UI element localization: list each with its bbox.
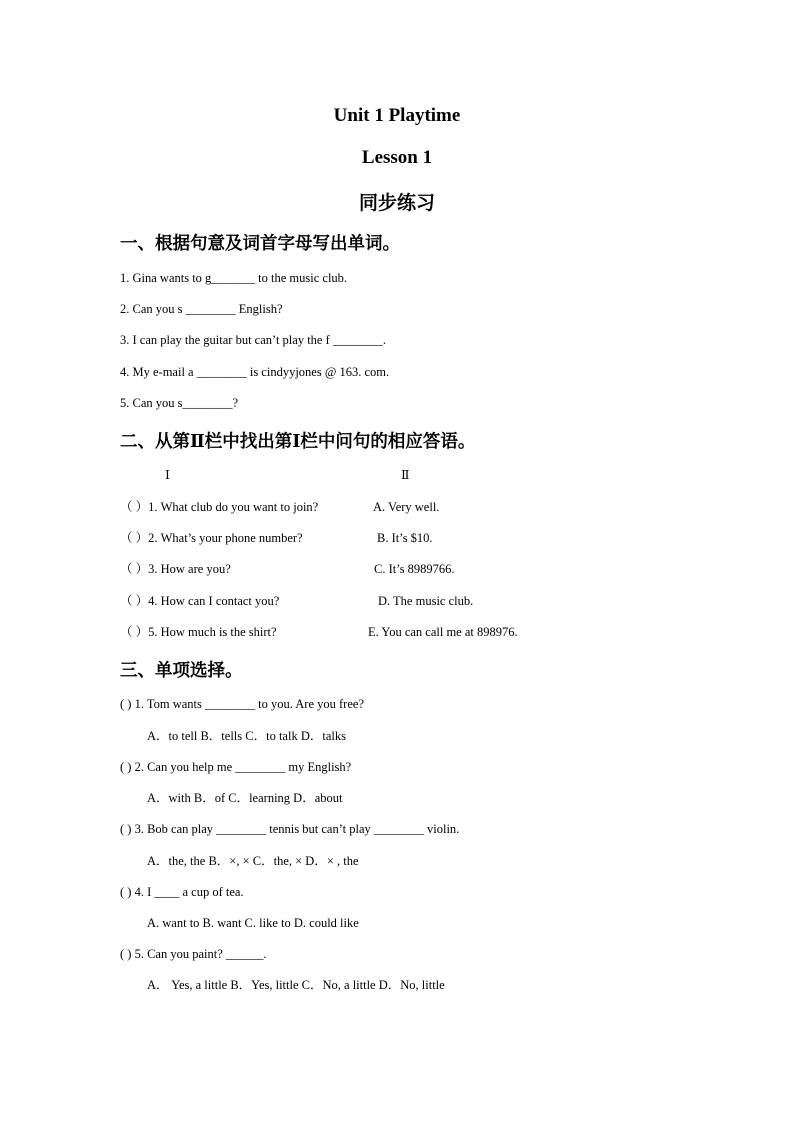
choice-question-4: ( ) 4. I ____ a cup of tea. xyxy=(120,885,244,899)
unit-title: Unit 1 Playtime xyxy=(333,105,461,126)
match-answer-a: A. Very well. xyxy=(373,500,440,514)
part2-heading: 二、从第Ⅱ栏中找出第Ⅰ栏中问句的相应答语。 xyxy=(120,431,476,451)
column-label-1: Ⅰ xyxy=(165,468,170,482)
lesson-title: Lesson 1 xyxy=(361,147,433,168)
part1-item-5: 5. Can you s________? xyxy=(120,396,239,410)
match-answer-c: C. It’s 8989766. xyxy=(374,562,455,576)
choice-question-5: ( ) 5. Can you paint? ______. xyxy=(120,947,267,961)
part1-item-4: 4. My e-mail a ________ is cindyyjones @ 163. com. xyxy=(120,365,390,379)
part1-item-3: 3. I can play the guitar but can’t play the f ________. xyxy=(120,333,387,347)
choice-question-1: ( ) 1. Tom wants ________ to you. Are you free? xyxy=(120,697,364,711)
part1-heading: 一、根据句意及词首字母写出单词。 xyxy=(120,233,400,253)
part3-heading: 三、单项选择。 xyxy=(120,660,243,680)
match-question-2: （ ）2. What’s your phone number? xyxy=(120,531,303,545)
match-question-1: （ ）1. What club do you want to join? xyxy=(120,500,319,514)
match-question-4: （ ）4. How can I contact you? xyxy=(120,594,280,608)
choice-options-1: A．to tell B．tells C．to talk D．talks xyxy=(147,729,346,743)
match-question-5: （ ）5. How much is the shirt? xyxy=(120,625,277,639)
match-answer-e: E. You can call me at 898976. xyxy=(368,625,518,639)
choice-question-2: ( ) 2. Can you help me ________ my English? xyxy=(120,760,352,774)
match-answer-b: B. It’s $10. xyxy=(377,531,433,545)
choice-question-3: ( ) 3. Bob can play ________ tennis but can’t play ________ violin. xyxy=(120,822,460,836)
part1-item-1: 1. Gina wants to g_______ to the music club. xyxy=(120,271,348,285)
choice-options-5: A． Yes, a little B．Yes, little C．No, a little D．No, little xyxy=(147,978,445,992)
column-label-2: Ⅱ xyxy=(401,468,410,482)
part1-item-2: 2. Can you s ________ English? xyxy=(120,302,283,316)
choice-options-4: A. want to B. want C. like to D. could like xyxy=(147,916,359,930)
worksheet-subtitle: 同步练习 xyxy=(358,193,435,214)
match-answer-d: D. The music club. xyxy=(378,594,474,608)
match-question-3: （ ）3. How are you? xyxy=(120,562,231,576)
choice-options-3: A．the, the B．×, × C．the, × D．× , the xyxy=(147,854,359,868)
choice-options-2: A．with B．of C．learning D．about xyxy=(147,791,343,805)
